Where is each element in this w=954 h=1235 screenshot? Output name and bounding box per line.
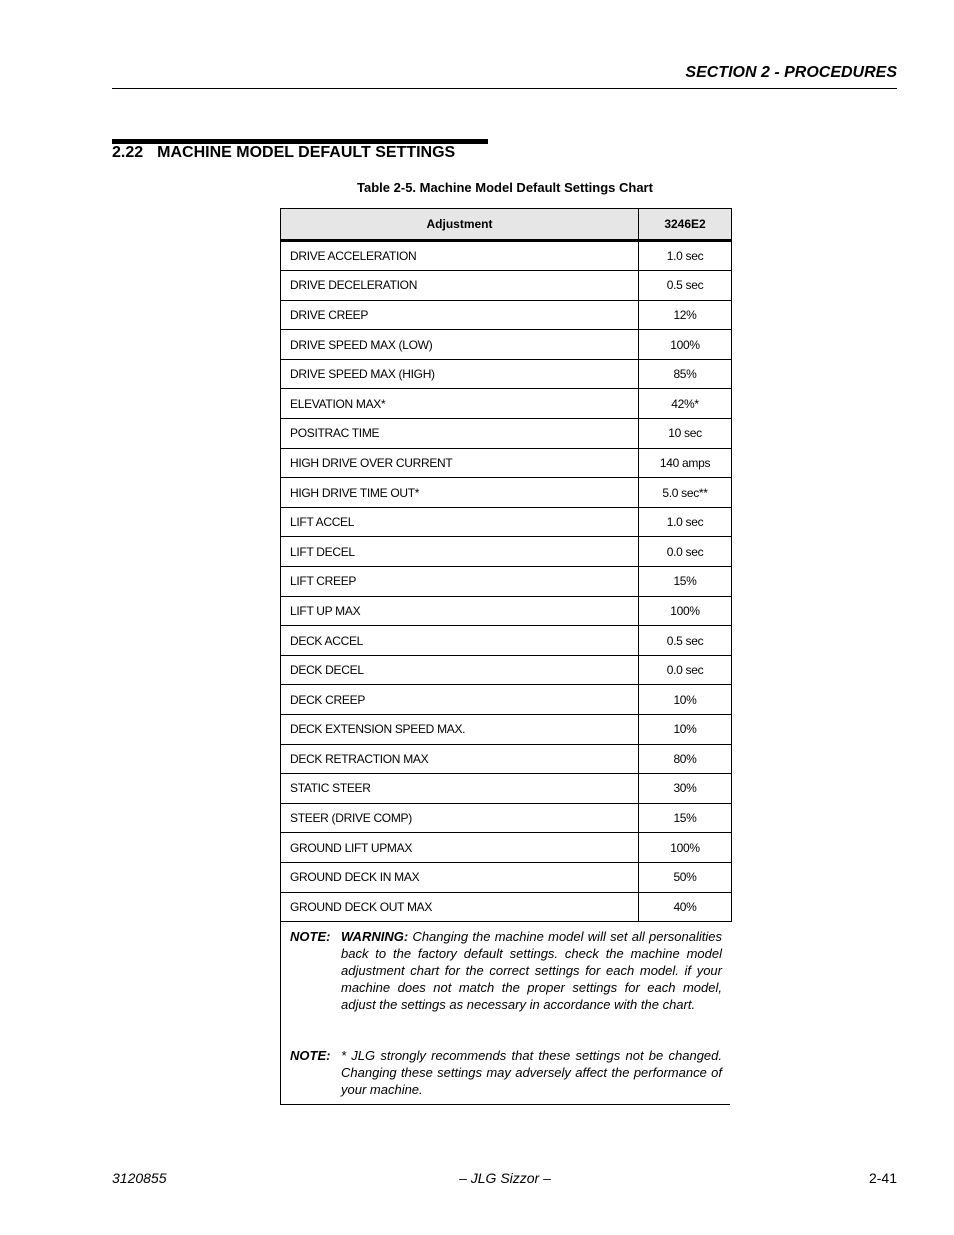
adjustment-cell: DRIVE CREEP	[281, 300, 639, 330]
warning-label: WARNING:	[341, 929, 409, 944]
value-cell: 80%	[639, 744, 732, 774]
value-cell: 100%	[639, 596, 732, 626]
value-cell: 0.5 sec	[639, 271, 732, 301]
settings-table	[280, 208, 732, 922]
footer-doc-number: 3120855	[112, 1170, 167, 1186]
value-cell: 50%	[639, 862, 732, 892]
table-body	[281, 240, 732, 922]
warning-text: Changing the machine model will set all personalities back to the factory default settings. check the machine model adjustment chart for the correct settings for each model. if your machine does not match the proper settings for each model, adjust the settings as necessary in accordance with the chart.	[341, 929, 722, 1012]
adjustment-cell: DRIVE DECELERATION	[281, 271, 639, 301]
table-row	[281, 359, 732, 389]
adjustment-cell: GROUND DECK OUT MAX	[281, 892, 639, 922]
table-row	[281, 803, 732, 833]
table-row	[281, 744, 732, 774]
section-heading	[112, 144, 455, 162]
table-row	[281, 892, 732, 922]
column-header-model: 3246E2	[639, 209, 732, 240]
value-cell: 10%	[639, 715, 732, 745]
table-row	[281, 567, 732, 597]
table-row	[281, 448, 732, 478]
table-row	[281, 537, 732, 567]
adjustment-cell: DECK EXTENSION SPEED MAX.	[281, 715, 639, 745]
table-row	[281, 774, 732, 804]
table-row	[281, 271, 732, 301]
note-body	[341, 1047, 722, 1098]
value-cell: 10%	[639, 685, 732, 715]
adjustment-cell: STEER (DRIVE COMP)	[281, 803, 639, 833]
adjustment-cell: LIFT DECEL	[281, 537, 639, 567]
table-row	[281, 596, 732, 626]
table-caption: Table 2-5. Machine Model Default Settings Chart	[357, 180, 653, 195]
adjustment-cell: GROUND DECK IN MAX	[281, 862, 639, 892]
adjustment-cell: DECK RETRACTION MAX	[281, 744, 639, 774]
table-row	[281, 241, 732, 271]
column-header-adjustment: Adjustment	[281, 209, 639, 240]
table-row	[281, 862, 732, 892]
table-row	[281, 389, 732, 419]
adjustment-cell: DECK DECEL	[281, 655, 639, 685]
footer-product-text: – JLG Sizzor –	[459, 1170, 551, 1186]
value-cell: 15%	[639, 567, 732, 597]
settings-note	[290, 1047, 722, 1098]
adjustment-cell: DRIVE SPEED MAX (HIGH)	[281, 359, 639, 389]
adjustment-cell: LIFT UP MAX	[281, 596, 639, 626]
value-cell: 100%	[639, 833, 732, 863]
section-number: 2.22	[112, 144, 144, 161]
value-cell: 10 sec	[639, 419, 732, 449]
note-label: NOTE:	[290, 1048, 331, 1063]
table-row	[281, 655, 732, 685]
notes-box	[280, 921, 730, 1105]
table-row	[281, 419, 732, 449]
note-body	[341, 928, 722, 1013]
footer-product	[0, 1170, 954, 1186]
value-cell: 0.5 sec	[639, 626, 732, 656]
adjustment-cell: LIFT CREEP	[281, 567, 639, 597]
adjustment-cell: GROUND LIFT UPMAX	[281, 833, 639, 863]
adjustment-cell: HIGH DRIVE OVER CURRENT	[281, 448, 639, 478]
value-cell: 30%	[639, 774, 732, 804]
footer-page-number: 2-41	[868, 1170, 897, 1186]
value-cell: 1.0 sec	[639, 241, 732, 271]
value-cell: 0.0 sec	[639, 655, 732, 685]
adjustment-cell: DECK ACCEL	[281, 626, 639, 656]
value-cell: 42%*	[639, 389, 732, 419]
table-row	[281, 300, 732, 330]
table-header-row	[281, 209, 732, 240]
value-cell: 15%	[639, 803, 732, 833]
value-cell: 5.0 sec**	[639, 478, 732, 508]
page-header-section-title: SECTION 2 - PROCEDURES	[685, 64, 897, 81]
table-row	[281, 715, 732, 745]
adjustment-cell: POSITRAC TIME	[281, 419, 639, 449]
table-row	[281, 626, 732, 656]
adjustment-cell: DRIVE SPEED MAX (LOW)	[281, 330, 639, 360]
table-row	[281, 507, 732, 537]
adjustment-cell: HIGH DRIVE TIME OUT*	[281, 478, 639, 508]
adjustment-cell: DECK CREEP	[281, 685, 639, 715]
header-divider	[112, 88, 897, 89]
table-row	[281, 478, 732, 508]
value-cell: 40%	[639, 892, 732, 922]
value-cell: 12%	[639, 300, 732, 330]
settings-note-text: * JLG strongly recommends that these settings not be changed. Changing these settings may adversely affect the performance of your machine.	[341, 1048, 722, 1097]
adjustment-cell: STATIC STEER	[281, 774, 639, 804]
section-title: MACHINE MODEL DEFAULT SETTINGS	[157, 144, 456, 161]
value-cell: 1.0 sec	[639, 507, 732, 537]
warning-note	[290, 928, 722, 1013]
note-label: NOTE:	[290, 929, 331, 944]
value-cell: 140 amps	[639, 448, 732, 478]
value-cell: 100%	[639, 330, 732, 360]
value-cell: 0.0 sec	[639, 537, 732, 567]
adjustment-cell: DRIVE ACCELERATION	[281, 241, 639, 271]
table-row	[281, 330, 732, 360]
value-cell: 85%	[639, 359, 732, 389]
adjustment-cell: ELEVATION MAX*	[281, 389, 639, 419]
table-row	[281, 833, 732, 863]
adjustment-cell: LIFT ACCEL	[281, 507, 639, 537]
table-row	[281, 685, 732, 715]
